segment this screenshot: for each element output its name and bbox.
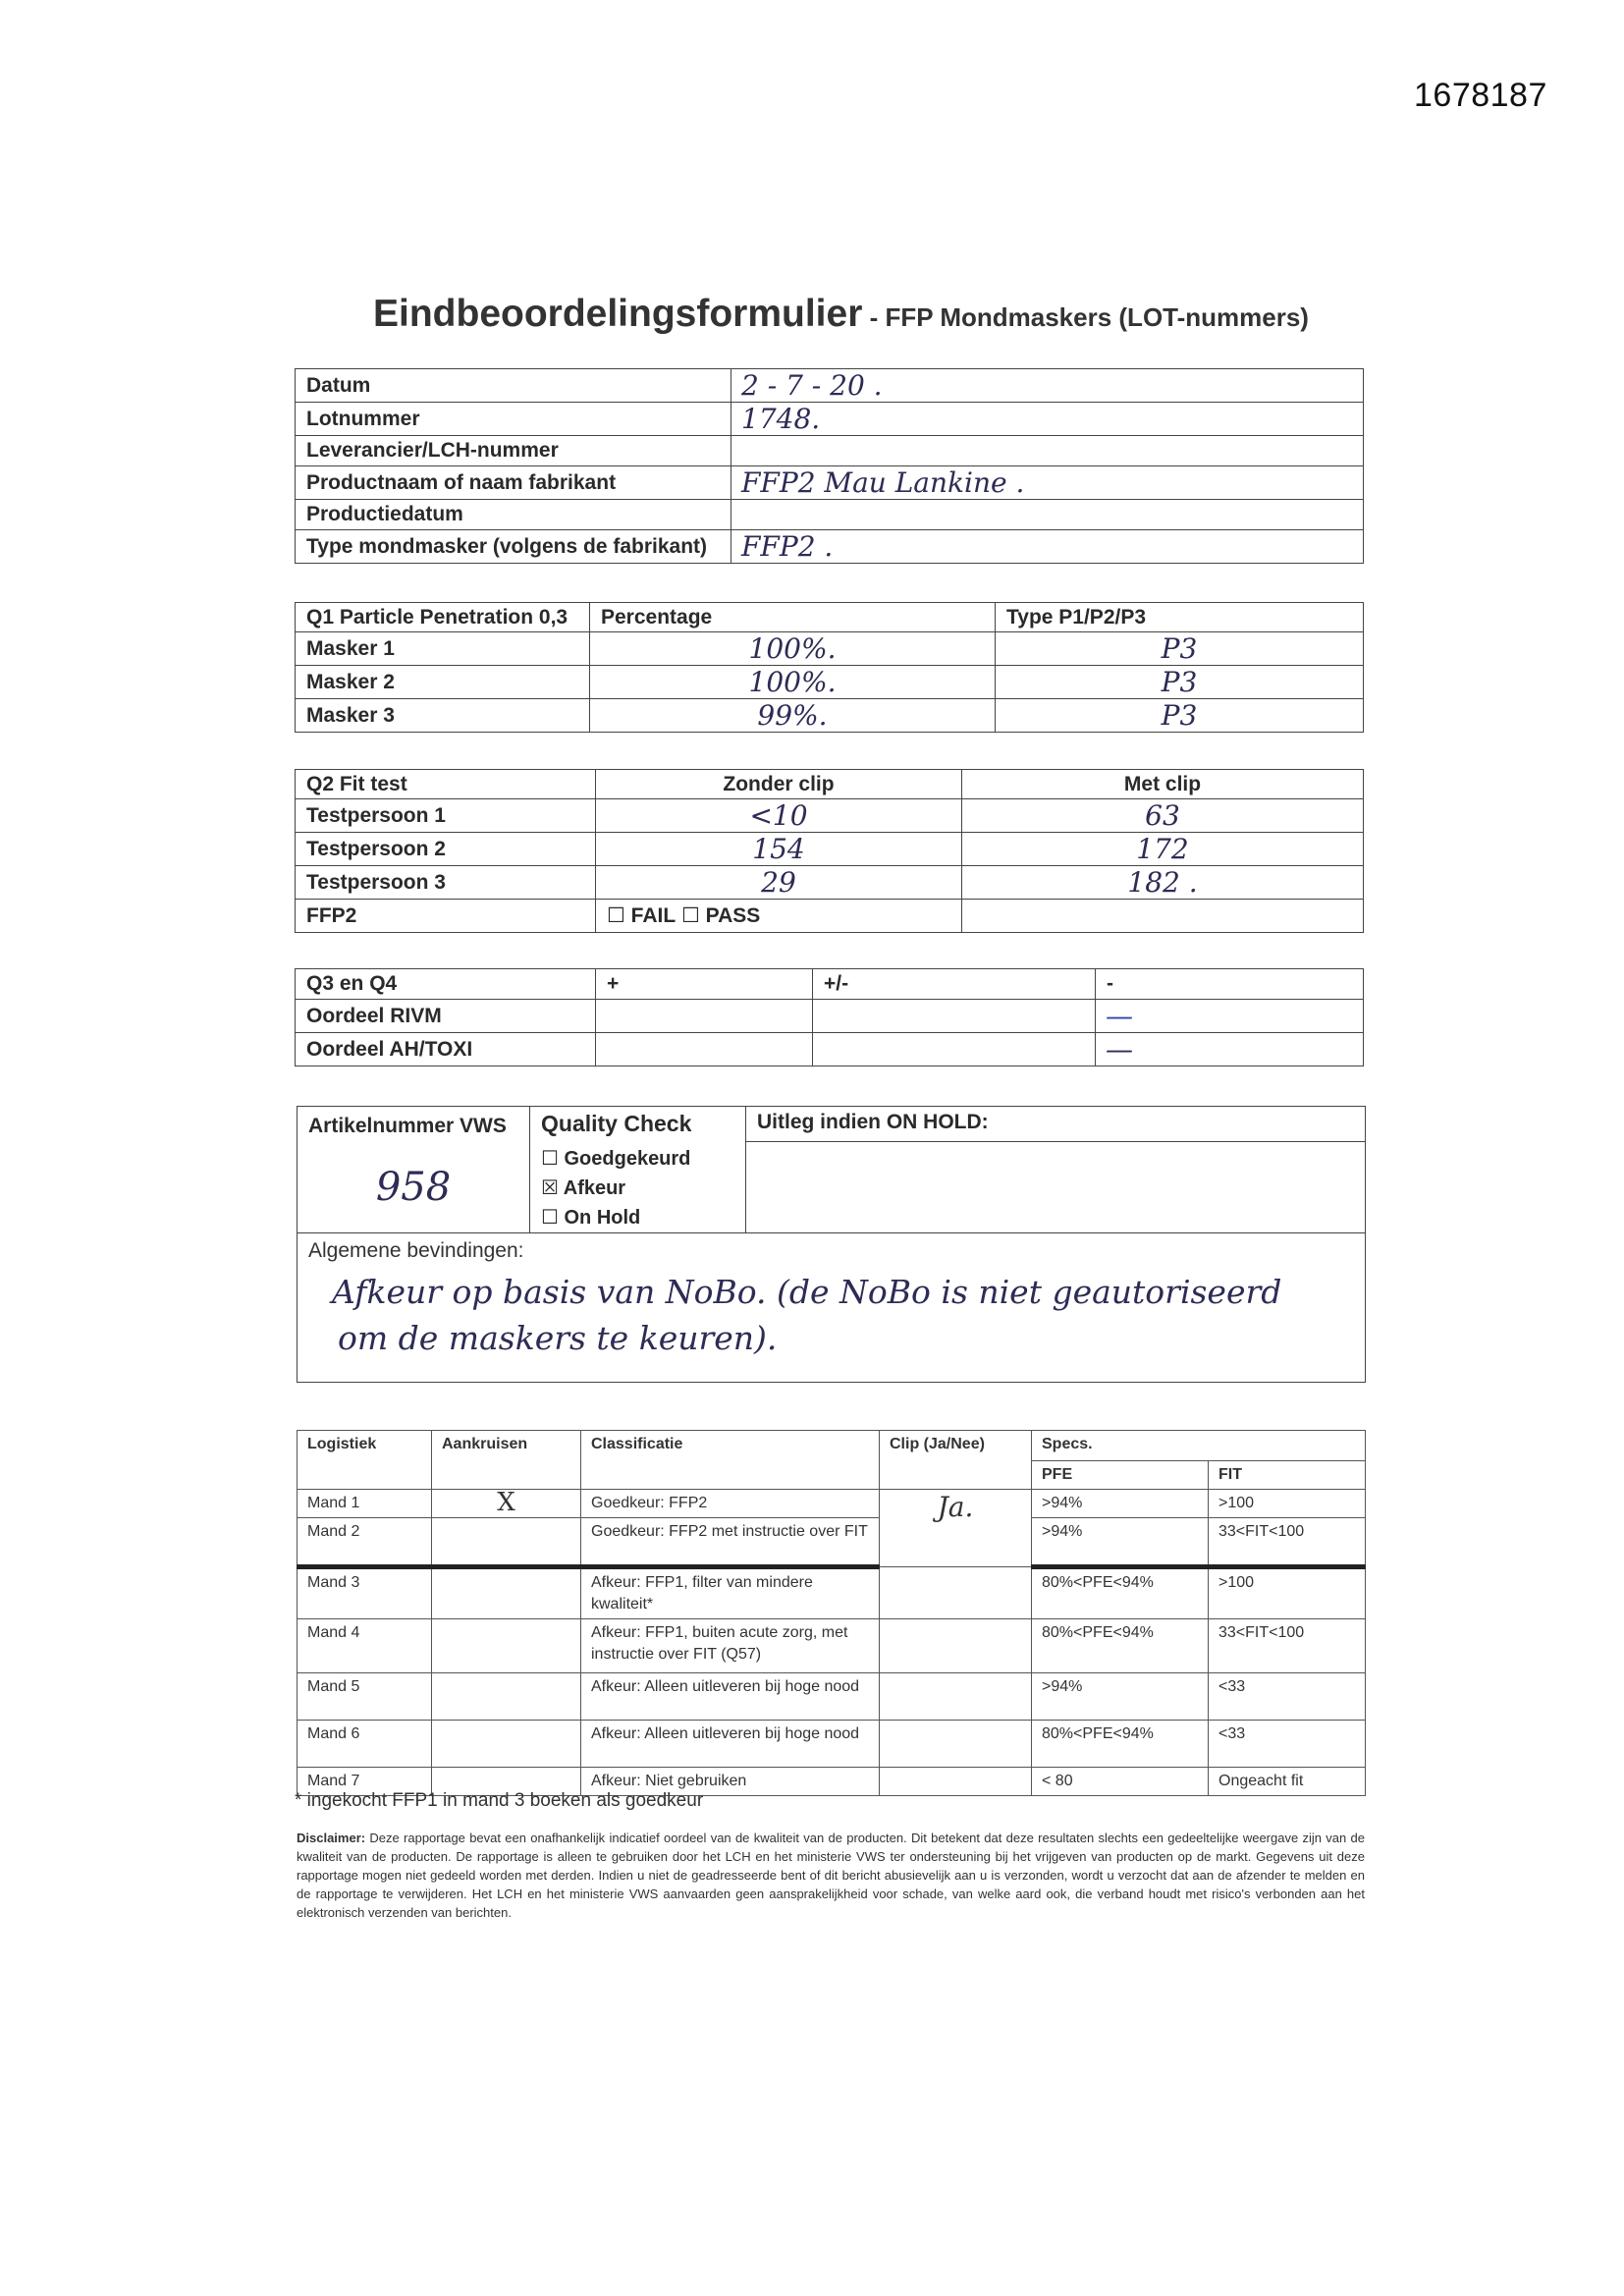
- q3-row-label: Oordeel AH/TOXI: [296, 1033, 596, 1066]
- q3-header-plusminus: +/-: [813, 969, 1096, 1000]
- q1-row-label: Masker 3: [296, 699, 590, 733]
- q3-header-minus: -: [1096, 969, 1364, 1000]
- q3-minus-value[interactable]: —: [1096, 1000, 1364, 1033]
- q2-zonder-value[interactable]: 154: [596, 833, 962, 866]
- artikel-value[interactable]: 958: [298, 1142, 530, 1233]
- on-hold-checkbox[interactable]: ☐ On Hold: [541, 1206, 641, 1229]
- pfe-header: PFE: [1032, 1461, 1209, 1490]
- fit-cell: Ongeacht fit: [1209, 1768, 1366, 1796]
- q2-header-met: Met clip: [962, 770, 1364, 799]
- q3-plusminus-value[interactable]: [813, 1033, 1096, 1066]
- q3-plusminus-value[interactable]: [813, 1000, 1096, 1033]
- info-row-productnaam: [296, 466, 1364, 500]
- fit-cell: <33: [1209, 1721, 1366, 1768]
- aankruisen-cell[interactable]: [432, 1721, 581, 1768]
- q2-met-value[interactable]: 63: [962, 799, 1364, 833]
- mand-label: Mand 5: [298, 1673, 432, 1721]
- q1-percentage-value[interactable]: 100%.: [590, 632, 996, 666]
- q1-penetration-table: [295, 602, 1364, 733]
- pass-checkbox[interactable]: ☐ PASS: [681, 904, 761, 927]
- classificatie-cell: Afkeur: Alleen uitleveren bij hoge nood: [581, 1721, 880, 1768]
- q2-header-zonder: Zonder clip: [596, 770, 962, 799]
- mand-label: Mand 4: [298, 1619, 432, 1673]
- mand-label: Mand 2: [298, 1518, 432, 1567]
- uitleg-header: Uitleg indien ON HOLD:: [746, 1107, 1366, 1142]
- goedgekeurd-checkbox[interactable]: ☐ Goedgekeurd: [541, 1147, 691, 1170]
- pfe-cell: >94%: [1032, 1673, 1209, 1721]
- title-sub: - FFP Mondmaskers (LOT-nummers): [862, 302, 1309, 332]
- q1-row: [296, 666, 1364, 699]
- document-id: 1678187: [1414, 77, 1547, 114]
- info-label: Datum: [296, 369, 731, 403]
- aankruisen-cell[interactable]: [432, 1673, 581, 1721]
- disclaimer-text: Deze rapportage bevat een onafhankelijk indicatief oordeel van de kwaliteit van de producten. Dit betekent dat deze resultaten slechts een gedeeltelijke weergave zijn van de kwaliteit van de producten. De rapportage is alleen te gebruiken door het LCH en het ministerie VWS ter ondersteuning bij het vrijgeven van producten op de markt. Gegevens uit deze rapportage mogen niet gedeeld worden met derden. Indien u niet de geadresseerde bent of dit bericht abusievelijk aan u is verzonden, wordt u verzocht dat aan de afzender te melden en de rapportage te verwijderen. Het LCH en het ministerie VWS aanvaarden geen aansprakelijkheid voor schade, van welke aard ook, die verband houdt met risico's verbonden aan het elektronisch verzenden van berichten.: [297, 1831, 1365, 1920]
- table-row: [298, 1619, 1366, 1673]
- algemene-line-1: Afkeur op basis van NoBo. (de NoBo is niet geautoriseerd: [332, 1272, 1282, 1311]
- info-value[interactable]: 1748.: [731, 403, 1364, 436]
- classificatie-cell: Afkeur: FFP1, filter van mindere kwaliteit*: [581, 1567, 880, 1619]
- clip-cell[interactable]: [880, 1768, 1032, 1796]
- clip-cell[interactable]: [880, 1619, 1032, 1673]
- q3-plus-value[interactable]: [596, 1033, 813, 1066]
- q1-header-label: Q1 Particle Penetration 0,3: [296, 603, 590, 632]
- logistiek-header: Logistiek: [298, 1431, 432, 1490]
- q3-plus-value[interactable]: [596, 1000, 813, 1033]
- disclaimer: [297, 1829, 1365, 1922]
- q2-row: [296, 799, 1364, 833]
- clip-cell[interactable]: [880, 1567, 1032, 1619]
- clip-cell[interactable]: Ja.: [880, 1490, 1032, 1567]
- info-label: Productnaam of naam fabrikant: [296, 466, 731, 500]
- q2-header-label: Q2 Fit test: [296, 770, 596, 799]
- mand-label: Mand 1: [298, 1490, 432, 1518]
- q3-q4-table: [295, 968, 1364, 1066]
- algemene-label: Algemene bevindingen:: [308, 1238, 524, 1262]
- q3-header-plus: +: [596, 969, 813, 1000]
- aankruisen-cell[interactable]: [432, 1518, 581, 1567]
- mand-label: Mand 3: [298, 1567, 432, 1619]
- classificatie-header: Classificatie: [581, 1431, 880, 1490]
- page-title: [373, 293, 1309, 336]
- q1-type-value[interactable]: P3: [996, 632, 1364, 666]
- q1-row-label: Masker 2: [296, 666, 590, 699]
- table-row: [298, 1721, 1366, 1768]
- q1-row: [296, 699, 1364, 733]
- q1-row: [296, 632, 1364, 666]
- q2-row-label: Testpersoon 1: [296, 799, 596, 833]
- q1-header-percentage: Percentage: [590, 603, 996, 632]
- info-row-datum: [296, 369, 1364, 403]
- clip-header: Clip (Ja/Nee): [880, 1431, 1032, 1490]
- mand-label: Mand 6: [298, 1721, 432, 1768]
- q2-met-value[interactable]: 182 .: [962, 866, 1364, 900]
- pfe-cell: >94%: [1032, 1518, 1209, 1567]
- clip-cell[interactable]: [880, 1673, 1032, 1721]
- quality-check-header: Quality Check: [530, 1107, 746, 1142]
- table-row: [298, 1673, 1366, 1721]
- q2-ffp2-label: FFP2: [296, 900, 596, 933]
- pfe-cell: 80%<PFE<94%: [1032, 1567, 1209, 1619]
- clip-cell[interactable]: [880, 1721, 1032, 1768]
- info-label: Lotnummer: [296, 403, 731, 436]
- q1-percentage-value[interactable]: 99%.: [590, 699, 996, 733]
- algemene-bevindingen[interactable]: [298, 1232, 1366, 1382]
- fit-cell: >100: [1209, 1567, 1366, 1619]
- fit-cell: 33<FIT<100: [1209, 1619, 1366, 1673]
- info-label: Leverancier/LCH-nummer: [296, 436, 731, 466]
- info-label: Productiedatum: [296, 500, 731, 530]
- aankruisen-header: Aankruisen: [432, 1431, 581, 1490]
- specs-header: Specs.: [1032, 1431, 1366, 1461]
- q3-row: [296, 1033, 1364, 1066]
- q3-minus-value[interactable]: —: [1096, 1033, 1364, 1066]
- aankruisen-cell[interactable]: [432, 1619, 581, 1673]
- mand-label: Mand 7: [298, 1768, 432, 1796]
- pfe-cell: 80%<PFE<94%: [1032, 1721, 1209, 1768]
- pfe-cell: >94%: [1032, 1490, 1209, 1518]
- q2-zonder-value[interactable]: 29: [596, 866, 962, 900]
- info-row-type: [296, 530, 1364, 564]
- classificatie-cell: Goedkeur: FFP2 met instructie over FIT: [581, 1518, 880, 1567]
- q2-fit-test-table: [295, 769, 1364, 933]
- q2-met-value[interactable]: 172: [962, 833, 1364, 866]
- pfe-cell: < 80: [1032, 1768, 1209, 1796]
- afkeur-checkbox[interactable]: ☒ Afkeur: [541, 1176, 626, 1199]
- classificatie-cell: Afkeur: Alleen uitleveren bij hoge nood: [581, 1673, 880, 1721]
- q2-row-label: Testpersoon 2: [296, 833, 596, 866]
- q2-ffp2-row: [296, 900, 1364, 933]
- info-value[interactable]: [731, 436, 1364, 466]
- pfe-cell: 80%<PFE<94%: [1032, 1619, 1209, 1673]
- product-info-table: [295, 368, 1364, 564]
- artikel-header: Artikelnummer VWS: [298, 1107, 530, 1142]
- info-value[interactable]: 2 - 7 - 20 .: [731, 369, 1364, 403]
- q2-row-label: Testpersoon 3: [296, 866, 596, 900]
- q1-percentage-value[interactable]: 100%.: [590, 666, 996, 699]
- fit-cell: <33: [1209, 1673, 1366, 1721]
- info-value[interactable]: [731, 500, 1364, 530]
- q1-type-value[interactable]: P3: [996, 699, 1364, 733]
- footnote: * ingekocht FFP1 in mand 3 boeken als goedkeur: [295, 1790, 704, 1811]
- title-main: Eindbeoordelingsformulier: [373, 293, 863, 335]
- classificatie-cell: Afkeur: Niet gebruiken: [581, 1768, 880, 1796]
- classificatie-cell: Goedkeur: FFP2: [581, 1490, 880, 1518]
- q2-row: [296, 866, 1364, 900]
- info-row-productiedatum: [296, 500, 1364, 530]
- disclaimer-label: Disclaimer:: [297, 1831, 366, 1845]
- uitleg-value[interactable]: [746, 1142, 1366, 1233]
- q3-header-label: Q3 en Q4: [296, 969, 596, 1000]
- fit-header: FIT: [1209, 1461, 1366, 1490]
- info-row-leverancier: [296, 436, 1364, 466]
- q1-row-label: Masker 1: [296, 632, 590, 666]
- fail-checkbox[interactable]: ☐ FAIL: [607, 904, 677, 927]
- classificatie-cell: Afkeur: FFP1, buiten acute zorg, met instructie over FIT (Q57): [581, 1619, 880, 1673]
- info-row-lotnummer: [296, 403, 1364, 436]
- aankruisen-cell[interactable]: [432, 1567, 581, 1619]
- info-value[interactable]: FFP2 Mau Lankine .: [731, 466, 1364, 500]
- q3-row: [296, 1000, 1364, 1033]
- aankruisen-cell[interactable]: X: [432, 1490, 581, 1518]
- info-value[interactable]: FFP2 .: [731, 530, 1364, 564]
- info-label: Type mondmasker (volgens de fabrikant): [296, 530, 731, 564]
- fit-cell: >100: [1209, 1490, 1366, 1518]
- q1-type-value[interactable]: P3: [996, 666, 1364, 699]
- q2-zonder-value[interactable]: <10: [596, 799, 962, 833]
- q1-header-type: Type P1/P2/P3: [996, 603, 1364, 632]
- algemene-line-2: om de maskers te keuren).: [338, 1318, 778, 1357]
- q3-row-label: Oordeel RIVM: [296, 1000, 596, 1033]
- table-row: [298, 1490, 1366, 1518]
- fit-cell: 33<FIT<100: [1209, 1518, 1366, 1567]
- table-row: [298, 1567, 1366, 1619]
- table-row: [298, 1518, 1366, 1567]
- logistiek-table: [297, 1430, 1366, 1796]
- quality-check-table: [297, 1106, 1366, 1383]
- q2-row: [296, 833, 1364, 866]
